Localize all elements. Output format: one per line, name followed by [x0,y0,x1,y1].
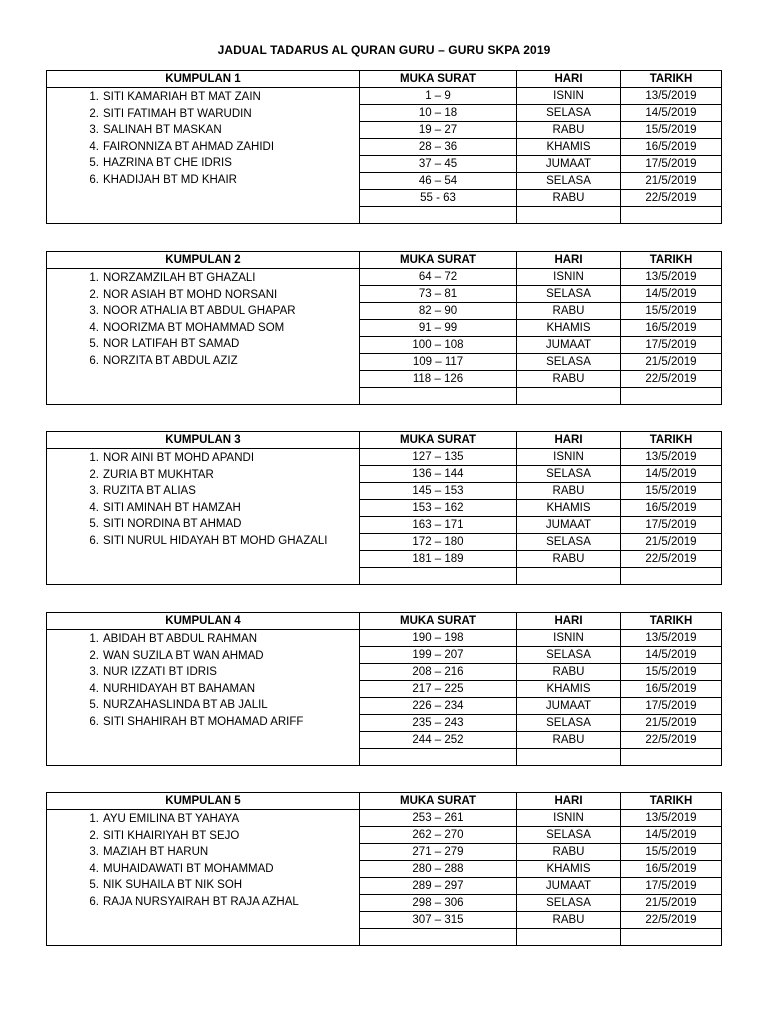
pages-cell: 289 – 297 [360,878,517,895]
day-cell: KHAMIS [517,320,621,337]
date-cell: 17/5/2019 [621,156,722,173]
day-cell: ISNIN [517,630,621,647]
pages-header: MUKA SURAT [360,71,517,88]
pages-cell: 127 – 135 [360,449,517,466]
date-cell: 14/5/2019 [621,286,722,303]
member-name: RAJA NURSYAIRAH BT RAJA AZHAL [103,895,299,908]
day-cell: JUMAAT [517,337,621,354]
date-header: TARIKH [621,71,722,88]
member-name: SITI KAMARIAH BT MAT ZAIN [103,91,261,103]
group-table-3 [46,431,721,585]
member-item [47,714,359,731]
pages-cell: 271 – 279 [360,844,517,861]
pages-cell: 199 – 207 [360,647,517,664]
date-cell: 21/5/2019 [621,173,722,190]
document-title: JADUAL TADARUS AL QURAN GURU – GURU SKPA 2019 [217,43,551,57]
member-number: 4. [89,862,99,875]
pages-cell: 153 – 162 [360,500,517,517]
pages-cell: 226 – 234 [360,698,517,715]
member-item [47,122,359,139]
member-number: 2. [89,468,99,481]
date-cell: 17/5/2019 [621,337,722,354]
day-cell: KHAMIS [517,500,621,517]
member-item [47,811,359,828]
table-row [47,449,722,466]
pages-cell [360,388,517,405]
pages-cell [360,749,517,766]
member-name: NOORIZMA BT MOHAMMAD SOM [103,321,285,334]
pages-cell: 91 – 99 [360,320,517,337]
group-label: KUMPULAN 1 [47,71,360,88]
day-cell: RABU [517,732,621,749]
pages-cell: 118 – 126 [360,371,517,388]
member-number: 1. [89,91,99,103]
member-number: 6. [89,895,99,908]
group-table-5 [46,792,721,946]
members-list [47,631,359,730]
member-item [47,894,359,911]
member-item [47,270,359,287]
member-name: HAZRINA BT CHE IDRIS [103,157,232,169]
member-number: 3. [89,124,99,136]
date-cell: 22/5/2019 [621,551,722,568]
day-cell: SELASA [517,105,621,122]
member-number: 3. [89,846,99,858]
member-name: FAIRONNIZA BT AHMAD ZAHIDI [103,140,275,153]
member-item [47,664,359,681]
day-cell: KHAMIS [517,139,621,156]
pages-cell [360,568,517,585]
member-number: 5. [89,157,99,169]
member-item [47,320,359,337]
day-cell: SELASA [517,895,621,912]
member-item [47,353,359,370]
day-cell: KHAMIS [517,681,621,698]
date-cell: 21/5/2019 [621,895,722,912]
member-number: 2. [89,829,99,842]
member-item [47,287,359,304]
date-header: TARIKH [621,793,722,810]
date-cell: 14/5/2019 [621,105,722,122]
date-cell [621,388,722,405]
members-cell [47,269,360,405]
member-item [47,467,359,484]
pages-cell: 55 - 63 [360,190,517,207]
member-item [47,533,359,550]
member-number: 6. [89,534,99,547]
date-cell [621,568,722,585]
pages-cell: 46 – 54 [360,173,517,190]
member-item [47,828,359,845]
day-cell: ISNIN [517,810,621,827]
pages-header: MUKA SURAT [360,793,517,810]
date-cell: 22/5/2019 [621,732,722,749]
member-name: SITI KHAIRIYAH BT SEJO [103,829,240,842]
group-table-1 [46,70,721,224]
day-cell [517,207,621,224]
date-cell [621,749,722,766]
pages-header: MUKA SURAT [360,613,517,630]
group-label: KUMPULAN 5 [47,793,360,810]
day-header: HARI [517,252,621,269]
date-cell: 16/5/2019 [621,139,722,156]
date-cell [621,207,722,224]
header-row [47,613,722,630]
member-name: NUR IZZATI BT IDRIS [103,666,217,678]
day-cell: SELASA [517,647,621,664]
pages-cell: 1 – 9 [360,88,517,105]
member-name: KHADIJAH BT MD KHAIR [103,173,237,186]
date-cell: 14/5/2019 [621,647,722,664]
member-name: ZURIA BT MUKHTAR [103,468,214,481]
members-list [47,450,359,549]
day-cell: JUMAAT [517,517,621,534]
member-number: 6. [89,354,99,367]
table-row [47,810,722,827]
header-row [47,252,722,269]
day-cell [517,749,621,766]
day-cell: SELASA [517,286,621,303]
date-cell: 16/5/2019 [621,500,722,517]
pages-cell: 181 – 189 [360,551,517,568]
member-name: NURHIDAYAH BT BAHAMAN [103,682,256,695]
member-name: AYU EMILINA BT YAHAYA [103,813,240,825]
member-number: 5. [89,879,99,891]
header-row [47,432,722,449]
member-item [47,139,359,156]
day-cell: RABU [517,371,621,388]
member-item [47,500,359,517]
date-cell: 17/5/2019 [621,878,722,895]
day-header: HARI [517,793,621,810]
member-name: MAZIAH BT HARUN [103,846,209,858]
group-label: KUMPULAN 3 [47,432,360,449]
member-number: 5. [89,338,99,350]
member-number: 3. [89,666,99,678]
member-number: 5. [89,699,99,711]
member-number: 3. [89,485,99,497]
date-cell: 17/5/2019 [621,517,722,534]
member-number: 4. [89,321,99,334]
date-cell: 17/5/2019 [621,698,722,715]
member-item [47,844,359,861]
pages-cell: 235 – 243 [360,715,517,732]
member-item [47,681,359,698]
day-cell: JUMAAT [517,156,621,173]
member-name: NIK SUHAILA BT NIK SOH [103,879,243,891]
pages-cell: 208 – 216 [360,664,517,681]
member-number: 1. [89,452,99,464]
member-name: MUHAIDAWATI BT MOHAMMAD [103,862,274,875]
member-number: 5. [89,518,99,530]
member-name: SALINAH BT MASKAN [103,124,222,136]
pages-cell: 217 – 225 [360,681,517,698]
pages-cell: 298 – 306 [360,895,517,912]
member-number: 3. [89,305,99,317]
member-name: SITI SHAHIRAH BT MOHAMAD ARIFF [103,715,304,728]
day-cell: SELASA [517,173,621,190]
day-cell [517,929,621,946]
pages-cell: 145 – 153 [360,483,517,500]
member-item [47,303,359,320]
pages-cell [360,929,517,946]
table-row [47,88,722,105]
date-cell: 15/5/2019 [621,664,722,681]
group-label: KUMPULAN 4 [47,613,360,630]
pages-cell: 73 – 81 [360,286,517,303]
day-header: HARI [517,71,621,88]
day-cell: RABU [517,844,621,861]
day-cell: SELASA [517,827,621,844]
header-row [47,793,722,810]
date-cell: 13/5/2019 [621,449,722,466]
member-number: 4. [89,682,99,695]
day-cell: RABU [517,551,621,568]
member-number: 4. [89,501,99,514]
members-list [47,89,359,188]
member-number: 2. [89,288,99,301]
day-cell: KHAMIS [517,861,621,878]
day-header: HARI [517,613,621,630]
day-cell: JUMAAT [517,698,621,715]
member-name: SITI NURUL HIDAYAH BT MOHD GHAZALI [103,534,328,547]
pages-cell: 10 – 18 [360,105,517,122]
day-cell: ISNIN [517,88,621,105]
members-list [47,270,359,369]
date-cell: 15/5/2019 [621,483,722,500]
day-cell: RABU [517,912,621,929]
member-number: 2. [89,107,99,120]
day-cell: SELASA [517,534,621,551]
member-item [47,516,359,533]
group-label: KUMPULAN 2 [47,252,360,269]
member-number: 4. [89,140,99,153]
pages-cell: 28 – 36 [360,139,517,156]
member-name: NURZAHASLINDA BT AB JALIL [103,699,268,711]
day-cell: RABU [517,303,621,320]
date-cell: 22/5/2019 [621,912,722,929]
member-number: 1. [89,813,99,825]
header-row [47,71,722,88]
member-item [47,483,359,500]
member-item [47,106,359,123]
pages-cell [360,207,517,224]
day-cell [517,388,621,405]
day-cell: JUMAAT [517,878,621,895]
pages-cell: 163 – 171 [360,517,517,534]
pages-header: MUKA SURAT [360,252,517,269]
pages-cell: 280 – 288 [360,861,517,878]
members-cell [47,88,360,224]
pages-cell: 262 – 270 [360,827,517,844]
day-cell: ISNIN [517,449,621,466]
date-cell: 15/5/2019 [621,122,722,139]
member-item [47,172,359,189]
day-cell: RABU [517,664,621,681]
member-item [47,648,359,665]
table-row [47,630,722,647]
day-cell: RABU [517,483,621,500]
date-cell: 21/5/2019 [621,354,722,371]
table-row [47,269,722,286]
pages-cell: 136 – 144 [360,466,517,483]
member-name: NOR AINI BT MOHD APANDI [103,452,255,464]
member-item [47,877,359,894]
date-cell: 15/5/2019 [621,844,722,861]
pages-cell: 82 – 90 [360,303,517,320]
day-cell: RABU [517,122,621,139]
date-cell: 13/5/2019 [621,88,722,105]
pages-cell: 19 – 27 [360,122,517,139]
date-cell: 16/5/2019 [621,681,722,698]
pages-cell: 100 – 108 [360,337,517,354]
pages-cell: 172 – 180 [360,534,517,551]
date-header: TARIKH [621,432,722,449]
group-table-2 [46,251,721,405]
member-number: 1. [89,633,99,645]
pages-cell: 307 – 315 [360,912,517,929]
member-name: SITI FATIMAH BT WARUDIN [103,107,252,120]
pages-cell: 109 – 117 [360,354,517,371]
date-cell: 22/5/2019 [621,371,722,388]
date-cell: 14/5/2019 [621,827,722,844]
member-name: NORZAMZILAH BT GHAZALI [103,272,256,284]
pages-cell: 190 – 198 [360,630,517,647]
day-cell: SELASA [517,715,621,732]
members-cell [47,810,360,946]
date-header: TARIKH [621,252,722,269]
day-header: HARI [517,432,621,449]
members-list [47,811,359,910]
pages-header: MUKA SURAT [360,432,517,449]
member-number: 6. [89,715,99,728]
member-name: RUZITA BT ALIAS [103,485,196,497]
member-name: SITI AMINAH BT HAMZAH [103,501,241,514]
member-item [47,450,359,467]
member-item [47,155,359,172]
members-cell [47,449,360,585]
member-name: WAN SUZILA BT WAN AHMAD [103,649,264,662]
member-item [47,861,359,878]
date-header: TARIKH [621,613,722,630]
day-cell: SELASA [517,466,621,483]
member-name: NOR LATIFAH BT SAMAD [103,338,240,350]
member-item [47,89,359,106]
group-table-4 [46,612,721,766]
pages-cell: 37 – 45 [360,156,517,173]
member-name: SITI NORDINA BT AHMAD [103,518,242,530]
members-cell [47,630,360,766]
pages-cell: 244 – 252 [360,732,517,749]
pages-cell: 64 – 72 [360,269,517,286]
member-name: NORZITA BT ABDUL AZIZ [103,354,238,367]
member-number: 6. [89,173,99,186]
date-cell [621,929,722,946]
date-cell: 13/5/2019 [621,810,722,827]
date-cell: 15/5/2019 [621,303,722,320]
member-name: ABIDAH BT ABDUL RAHMAN [103,633,258,645]
day-cell: SELASA [517,354,621,371]
member-item [47,697,359,714]
member-number: 2. [89,649,99,662]
date-cell: 16/5/2019 [621,861,722,878]
member-name: NOR ASIAH BT MOHD NORSANI [103,288,278,301]
member-item [47,631,359,648]
date-cell: 13/5/2019 [621,269,722,286]
date-cell: 13/5/2019 [621,630,722,647]
date-cell: 22/5/2019 [621,190,722,207]
member-item [47,336,359,353]
date-cell: 21/5/2019 [621,715,722,732]
pages-cell: 253 – 261 [360,810,517,827]
day-cell: RABU [517,190,621,207]
member-number: 1. [89,272,99,284]
date-cell: 16/5/2019 [621,320,722,337]
date-cell: 21/5/2019 [621,534,722,551]
day-cell [517,568,621,585]
date-cell: 14/5/2019 [621,466,722,483]
day-cell: ISNIN [517,269,621,286]
member-name: NOOR ATHALIA BT ABDUL GHAPAR [103,305,296,317]
